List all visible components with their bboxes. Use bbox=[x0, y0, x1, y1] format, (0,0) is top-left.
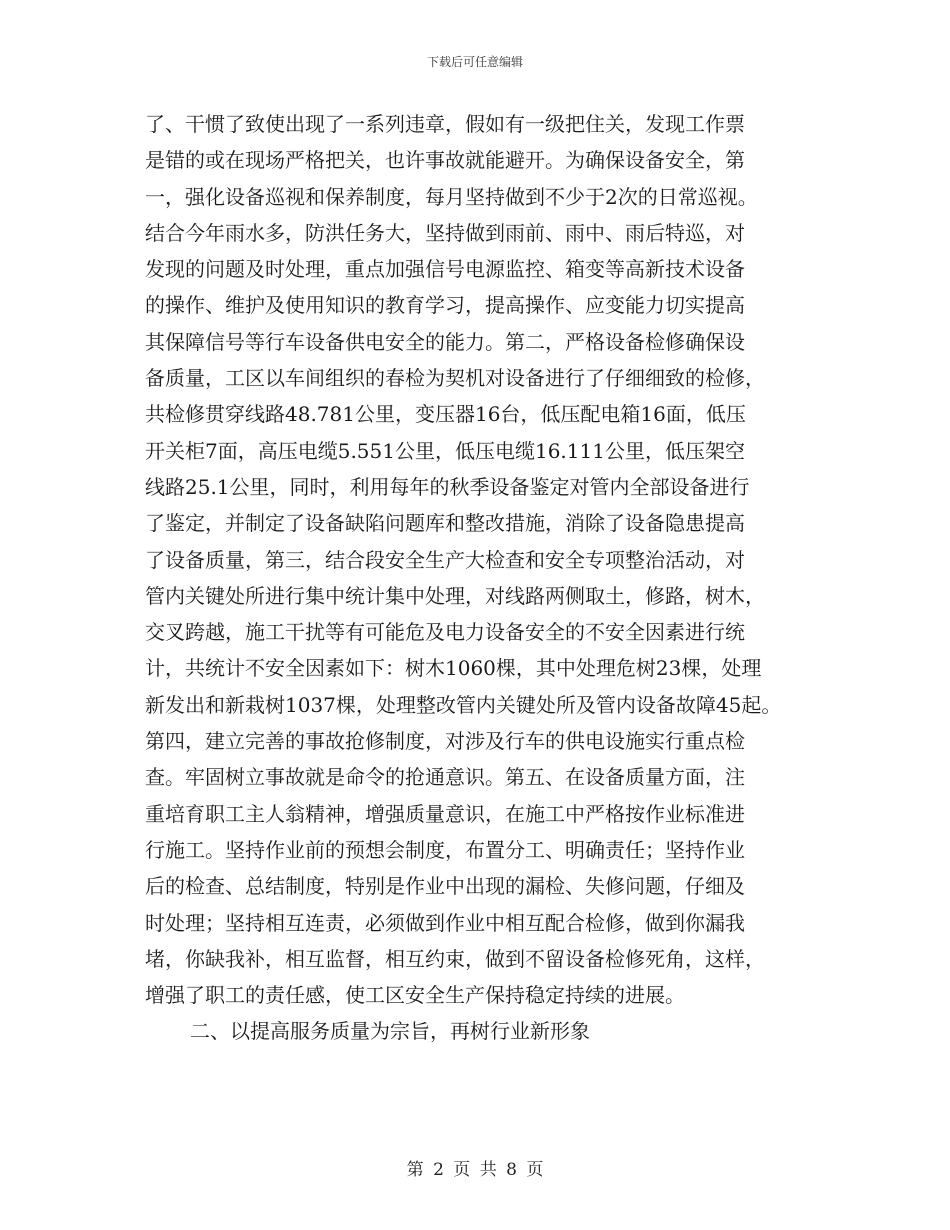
text-line: 的操作、维护及使用知识的教育学习，提高操作、应变能力切实提高 bbox=[145, 293, 745, 318]
text-line: 发现的问题及时处理，重点加强信号电源监控、箱变等高新技术设备 bbox=[145, 257, 745, 282]
text-line: 第四，建立完善的事故抢修制度，对涉及行车的供电设施实行重点检 bbox=[145, 729, 745, 754]
text-line: 了设备质量，第三，结合段安全生产大检查和安全专项整治活动，对 bbox=[145, 547, 745, 572]
page-number: 第 2 页 共 8 页 bbox=[406, 1160, 544, 1180]
text-line: 新发出和新栽树1037棵，处理整改管内关键处所及管内设备故障45起。 bbox=[145, 692, 782, 717]
body-text bbox=[145, 106, 835, 1050]
text-line: 其保障信号等行车设备供电安全的能力。第二，严格设备检修确保设 bbox=[145, 329, 745, 354]
text-line: 备质量，工区以车间组织的春检为契机对设备进行了仔细细致的检修， bbox=[145, 366, 765, 391]
text-line: 增强了职工的责任感，使工区安全生产保持稳定持续的进展。 bbox=[145, 983, 685, 1008]
text-line: 时处理；坚持相互连责，必须做到作业中相互配合检修，做到你漏我 bbox=[145, 910, 745, 935]
text-line: 交叉跨越，施工干扰等有可能危及电力设备安全的不安全因素进行统 bbox=[145, 620, 745, 645]
text-line: 堵，你缺我补，相互监督，相互约束，做到不留设备检修死角，这样， bbox=[145, 946, 765, 971]
text-line: 结合今年雨水多，防洪任务大，坚持做到雨前、雨中、雨后特巡，对 bbox=[145, 220, 745, 245]
text-line: 是错的或在现场严格把关，也许事故就能避开。为确保设备安全，第 bbox=[145, 148, 745, 173]
section-heading: 二、以提高服务质量为宗旨，再树行业新形象 bbox=[190, 1019, 590, 1044]
text-line: 了、干惯了致使出现了一系列违章，假如有一级把住关，发现工作票 bbox=[145, 112, 745, 136]
text-line: 管内关键处所进行集中统计集中处理，对线路两侧取土，修路，树木， bbox=[145, 583, 765, 608]
text-line: 了鉴定，并制定了设备缺陷问题库和整改措施，消除了设备隐患提高 bbox=[145, 511, 745, 536]
text-line: 线路25.1公里，同时，利用每年的秋季设备鉴定对管内全部设备进行 bbox=[145, 474, 750, 499]
text-line: 一，强化设备巡视和保养制度，每月坚持做到不少于2次的日常巡视。 bbox=[145, 184, 758, 209]
text-line: 开关柜7面，高压电缆5.551公里，低压电缆16.111公里，低压架空 bbox=[145, 438, 745, 463]
text-line: 共检修贯穿线路48.781公里，变压器16台，低压配电箱16面，低压 bbox=[145, 402, 746, 427]
text-line: 行施工。坚持作业前的预想会制度，布置分工、明确责任；坚持作业 bbox=[145, 837, 745, 862]
page-header: 下载后可任意编辑 bbox=[426, 55, 523, 69]
text-line: 计，共统计不安全因素如下：树木1060棵，其中处理危树23棵，处理 bbox=[145, 656, 762, 681]
text-line: 重培育职工主人翁精神，增强质量意识，在施工中严格按作业标准进 bbox=[145, 801, 745, 826]
text-line: 后的检查、总结制度，特别是作业中出现的漏检、失修问题，仔细及 bbox=[145, 874, 745, 899]
text-line: 查。牢固树立事故就是命令的抢通意识。第五、在设备质量方面，注 bbox=[145, 765, 745, 790]
